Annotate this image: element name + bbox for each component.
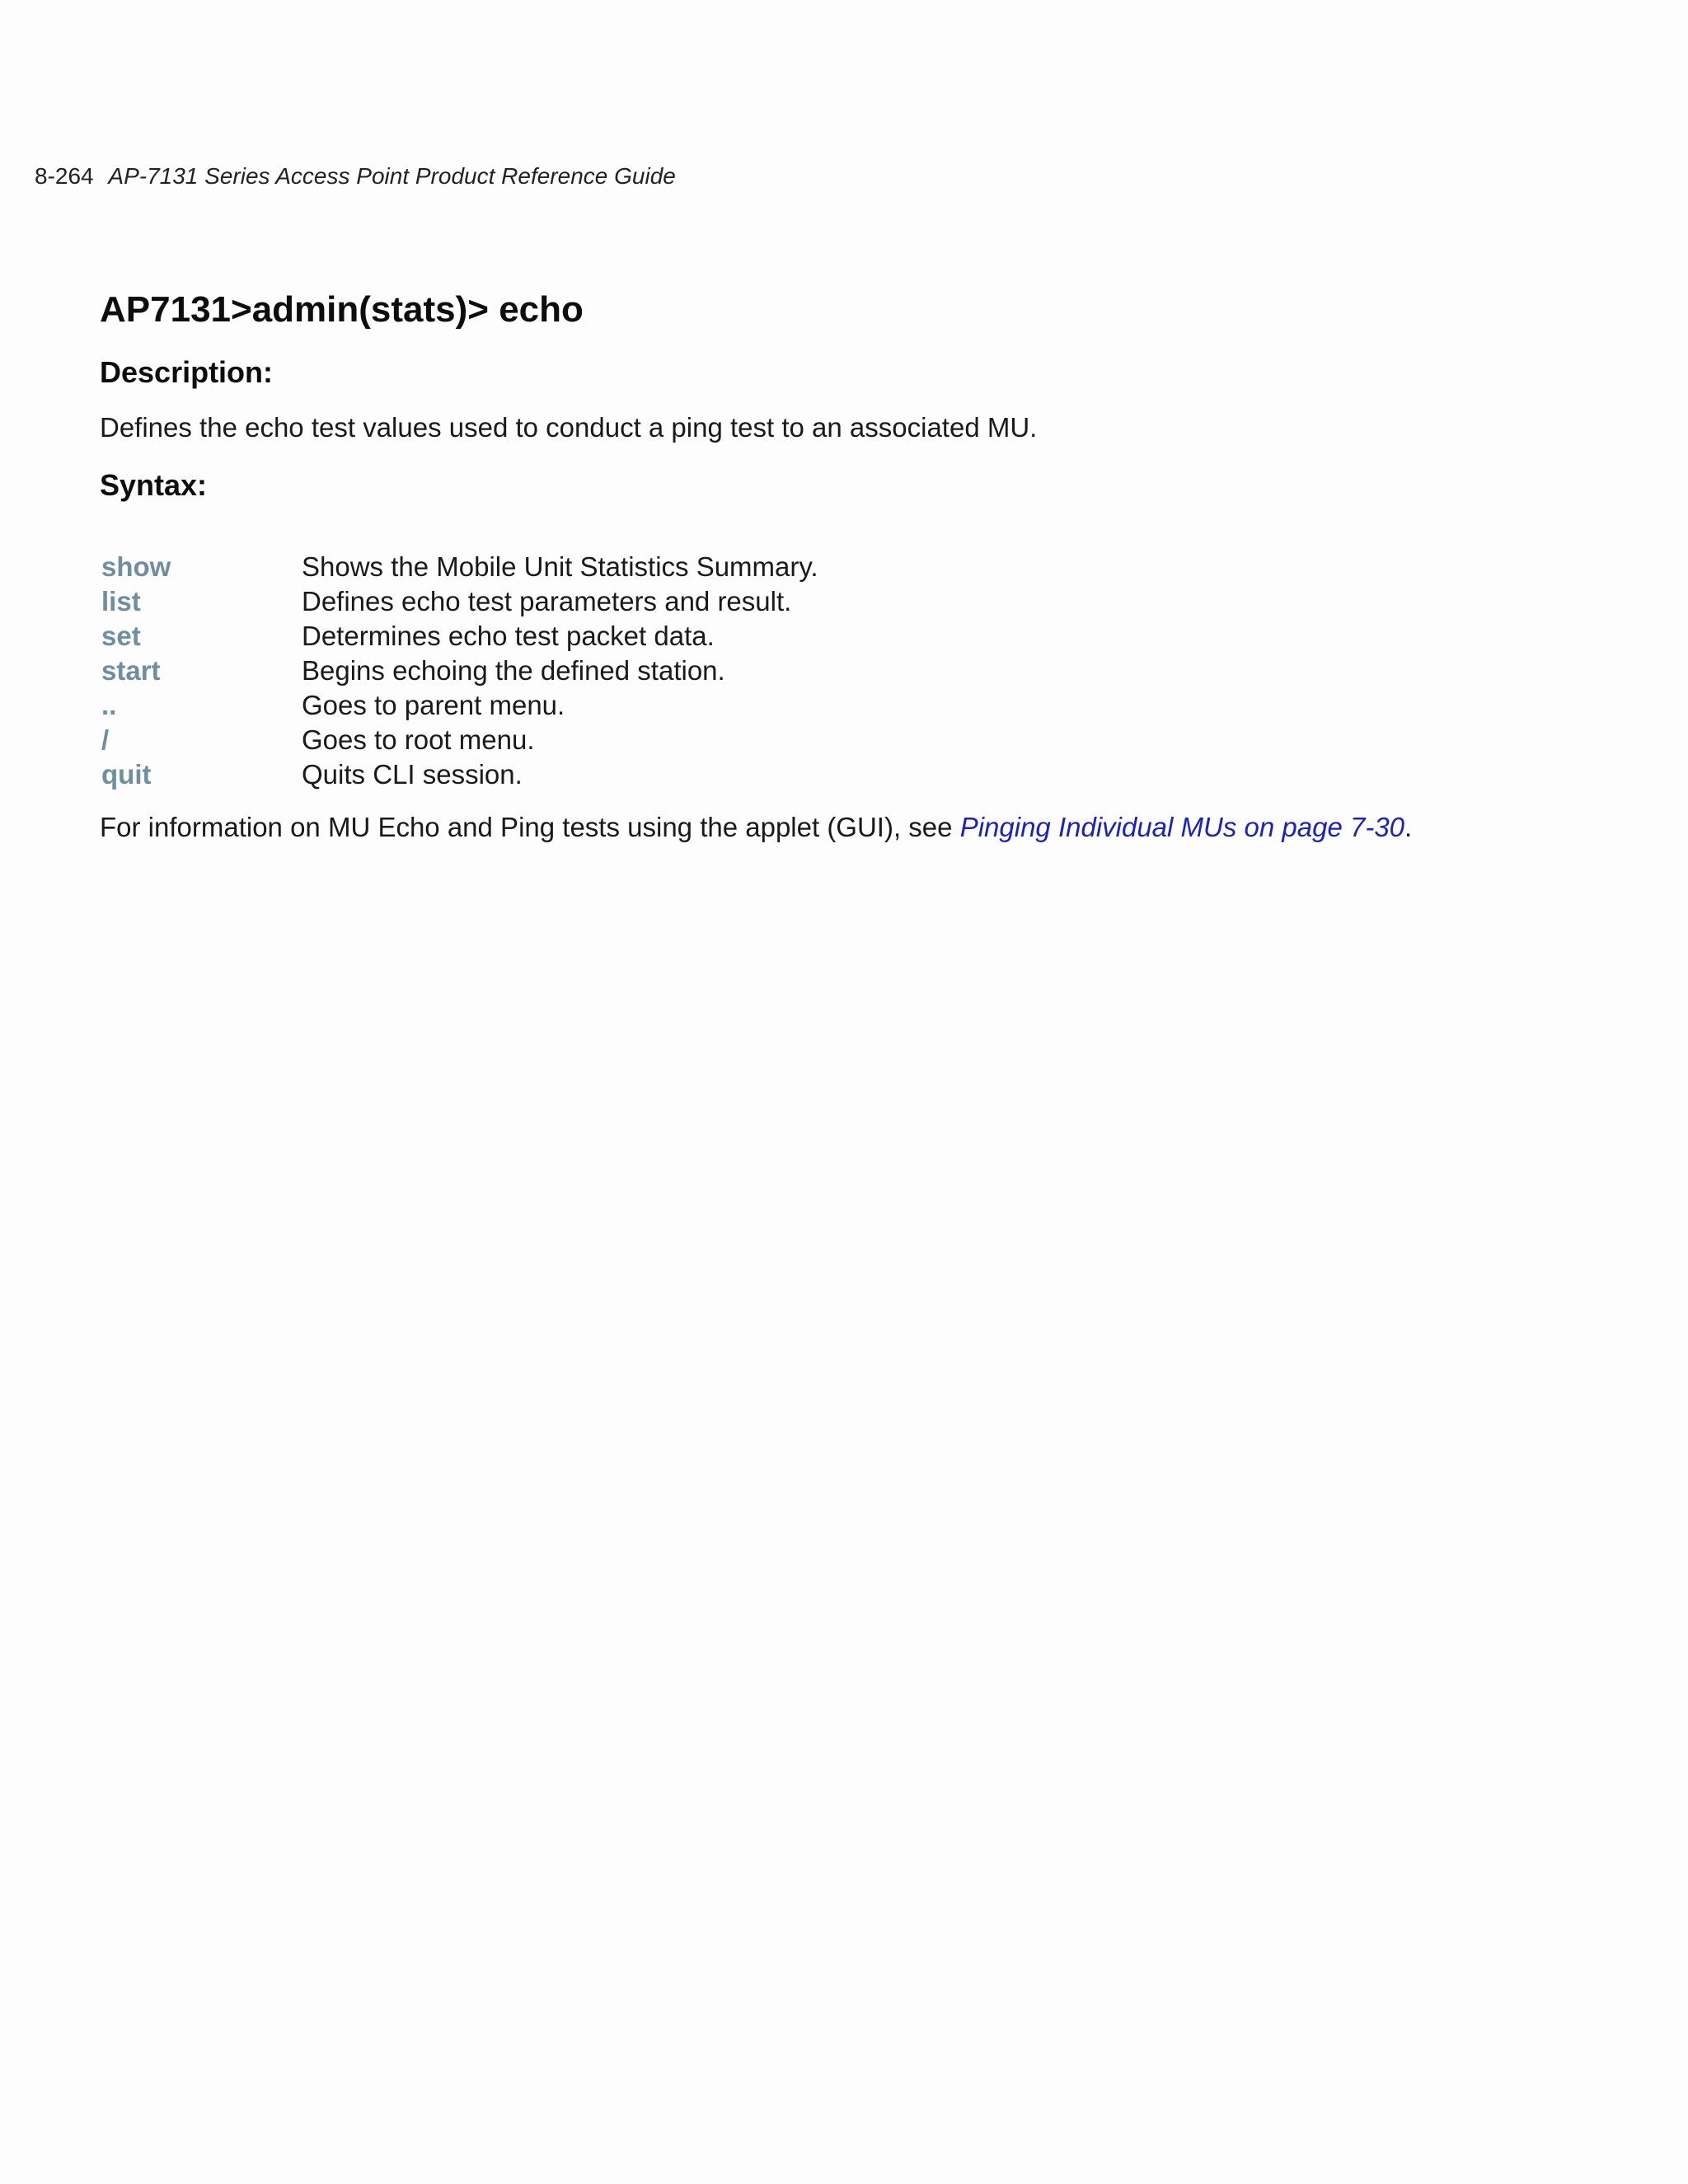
syntax-command: / xyxy=(101,724,110,755)
syntax-table xyxy=(100,550,818,792)
syntax-description: Shows the Mobile Unit Statistics Summary. xyxy=(302,551,818,582)
info-paragraph xyxy=(100,810,1412,845)
syntax-description: Goes to parent menu. xyxy=(302,690,565,720)
syntax-description: Goes to root menu. xyxy=(302,724,535,755)
running-header xyxy=(35,162,676,191)
syntax-description: Defines echo test parameters and result. xyxy=(302,586,792,616)
syntax-command: list xyxy=(101,586,141,616)
syntax-description: Determines echo test packet data. xyxy=(302,621,715,651)
cross-reference-link[interactable]: Pinging Individual MUs on page 7-30 xyxy=(959,812,1405,842)
syntax-heading: Syntax: xyxy=(100,468,208,502)
syntax-row xyxy=(100,584,818,619)
syntax-command: .. xyxy=(101,690,117,720)
info-suffix: . xyxy=(1404,812,1413,842)
guide-title: AP-7131 Series Access Point Product Reference Guide xyxy=(108,163,676,189)
page-number: 8-264 xyxy=(35,163,94,189)
info-prefix: For information on MU Echo and Ping tests using the applet (GUI), see xyxy=(100,812,960,842)
description-text: Defines the echo test values used to conduct a ping test to an associated MU. xyxy=(100,412,1038,443)
syntax-row xyxy=(100,550,818,584)
syntax-row xyxy=(100,619,818,654)
syntax-command: set xyxy=(101,621,141,651)
command-title: AP7131>admin(stats)> echo xyxy=(100,289,584,330)
description-heading: Description: xyxy=(100,355,274,389)
syntax-row xyxy=(100,654,818,688)
syntax-description: Begins echoing the defined station. xyxy=(302,655,725,686)
syntax-command: quit xyxy=(101,759,152,790)
syntax-row xyxy=(100,723,818,757)
syntax-row xyxy=(100,757,818,792)
syntax-command: start xyxy=(101,655,161,686)
syntax-command: show xyxy=(101,551,171,582)
syntax-row xyxy=(100,688,818,723)
syntax-description: Quits CLI session. xyxy=(302,759,523,790)
